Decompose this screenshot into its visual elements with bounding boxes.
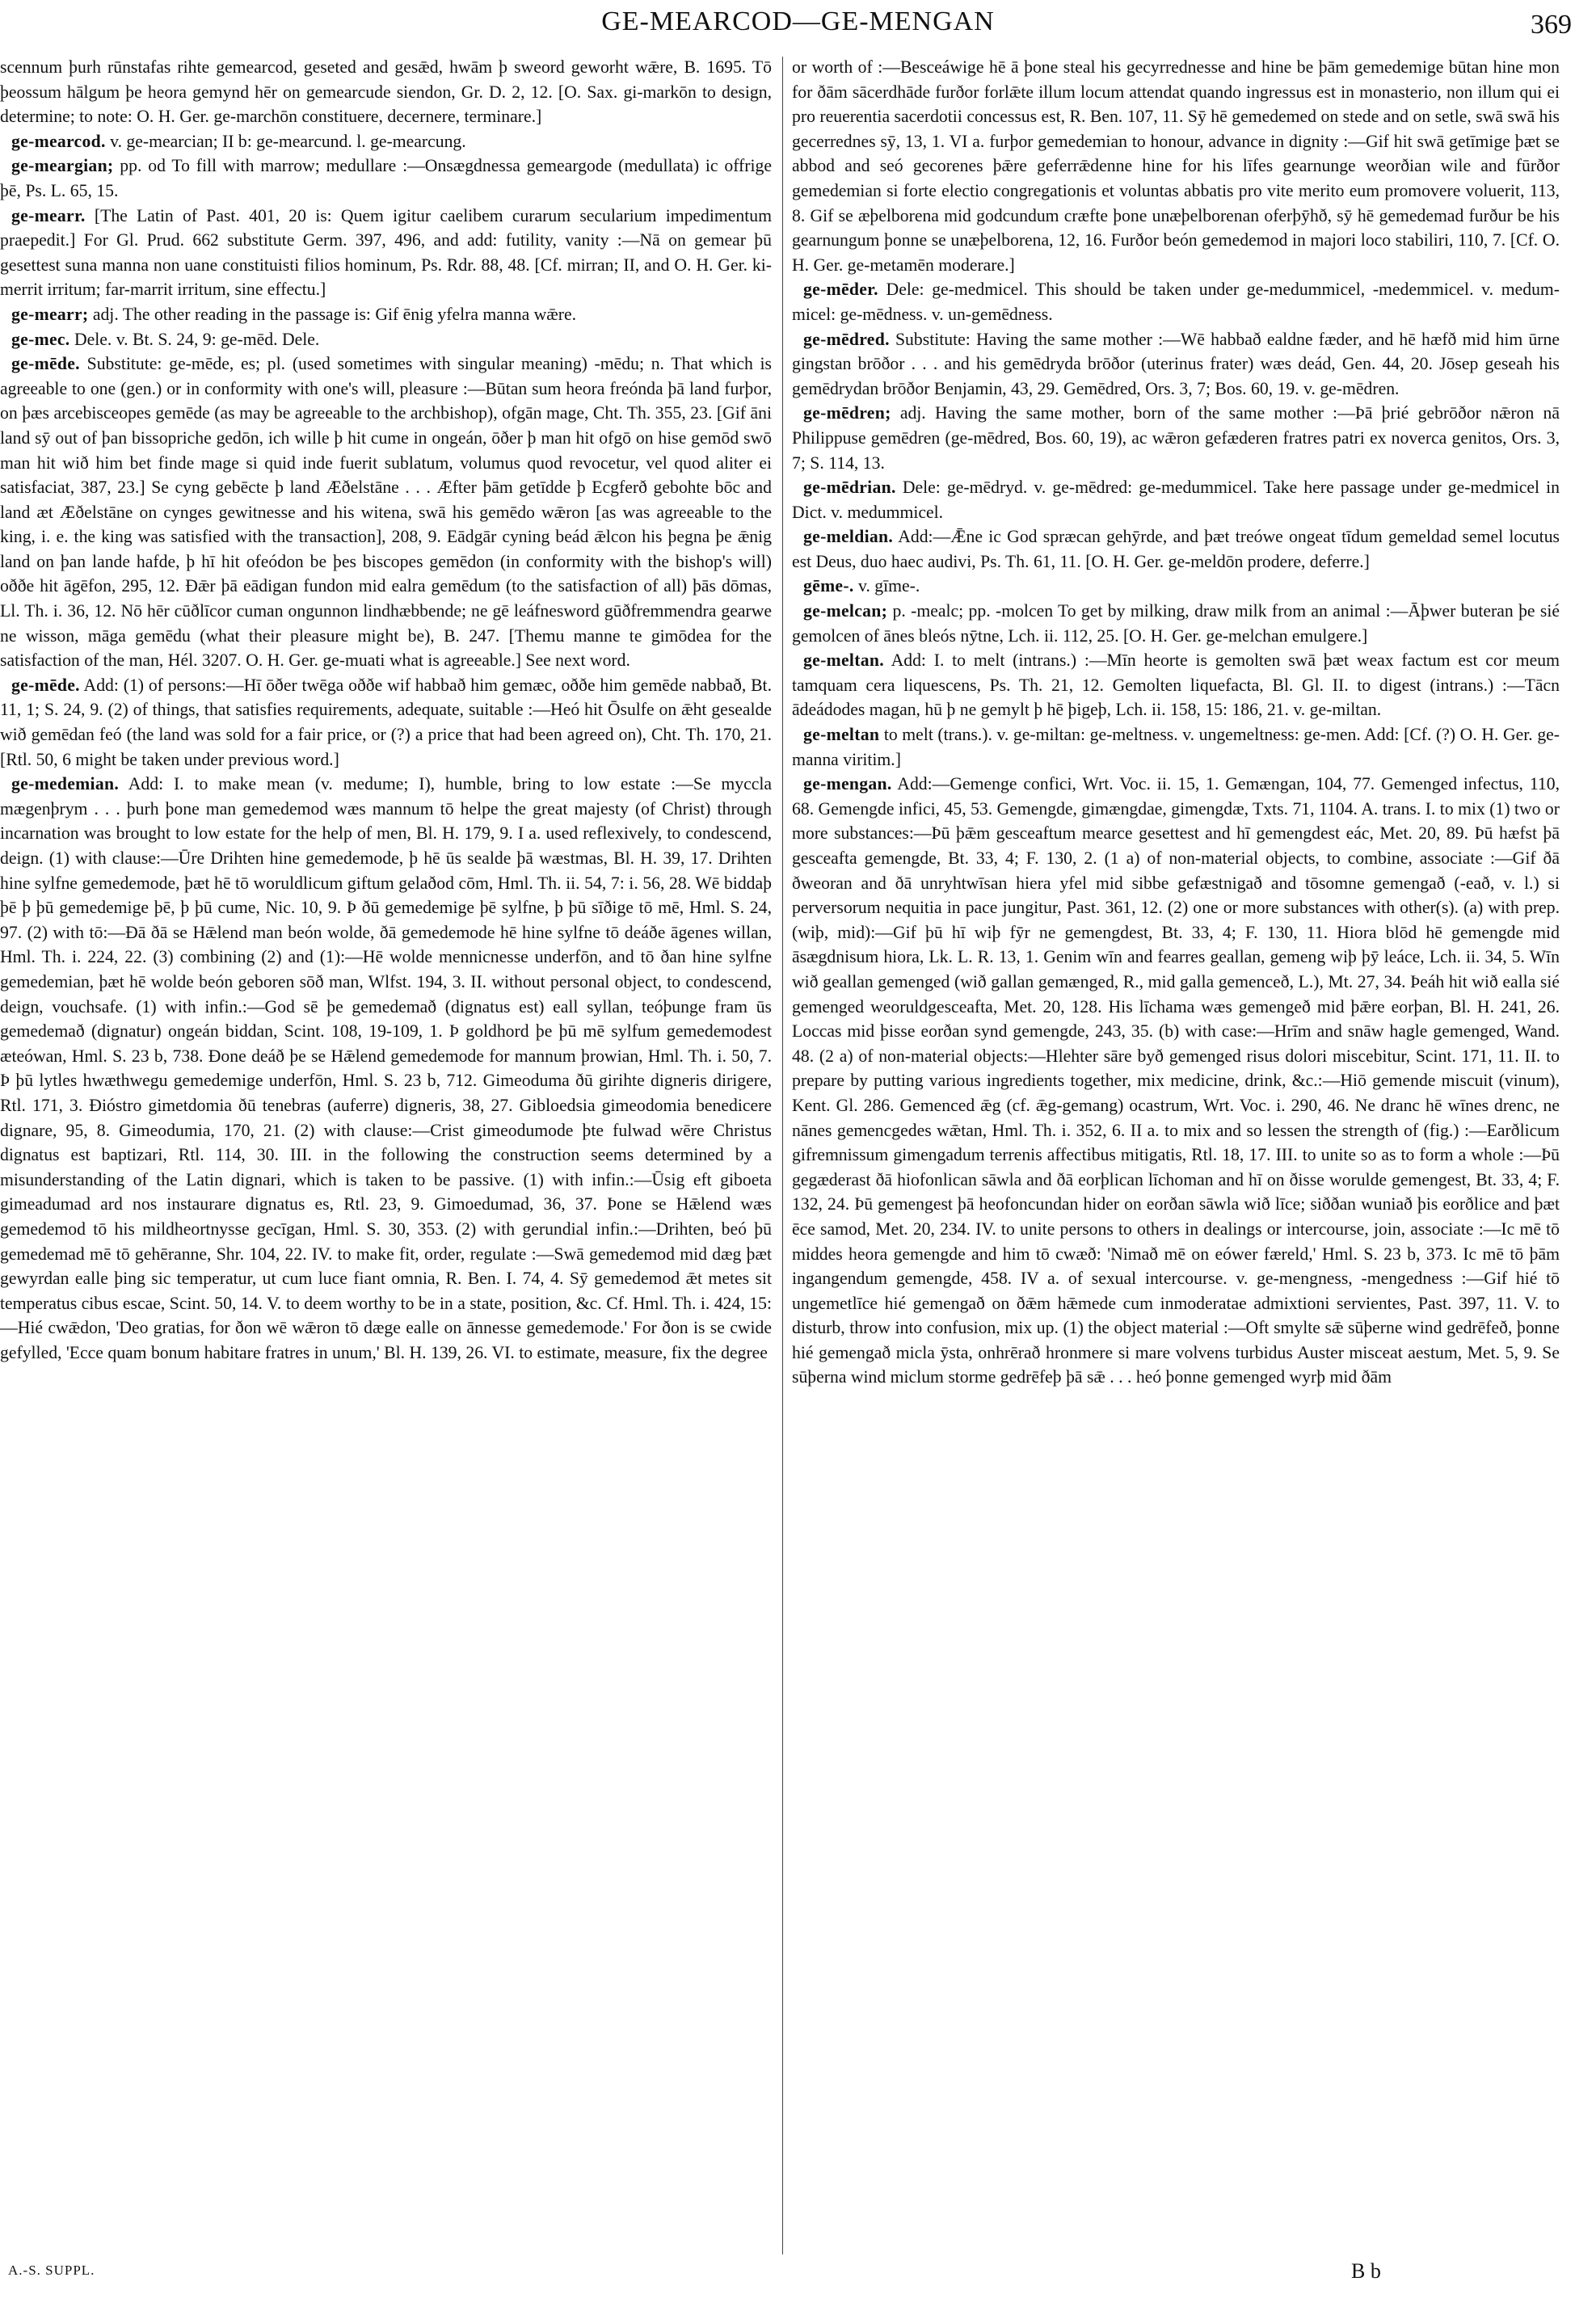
entry-text: scennum þurh rūnstafas rihte gemearcod, geseted and gesǣd, hwām þ sweord geworht wǣre, B. 1695. Tō þeossum hālgum þe heora gemynd hēr on gemearcude siendon, Gr. D. 2, 12. [O. Sax. gi-markōn to design, determine; to note: O. H. Ger. ge-marchōn constituere, decernere, terminare.] — [0, 57, 772, 127]
entry-headword: ge-melcan; — [803, 601, 888, 621]
dictionary-entry — [0, 327, 772, 352]
entry-headword: ge-mearr. — [11, 205, 86, 225]
dictionary-entry — [792, 722, 1560, 772]
entry-text: Add: I. to melt (intrans.) :—Mīn heorte is gemolten swā þæt weax factum est cor meum tamquam cera liquescens, Ps. Th. 21, 12. Gemolten liquefacta, Bl. Gl. II. to digest (intrans.) :—Tācn ādeádodes magan, hū þ ne gemylt þ hē þigeþ, Lch. ii. 158, 15: 186, 21. v. ge-miltan. — [792, 650, 1560, 720]
entry-headword: ge-mēde. — [11, 675, 80, 695]
running-header — [0, 6, 1596, 47]
entry-text: or worth of :—Besceáwige hē ā þone steal his gecyrrednesse and hine be þām gemedemige būtan hine mon for ðām sācerdhāde furðor forlǣte illum locum attendat quando ingressus est in monasterio, non illum qui ei pro reuerentia sacerdotii concessus est, R. Ben. 107, 11. Sȳ hē gemedemed on stede and on setle, swā swā his gecerrednes sȳ, 13, 1. VI a. furþor gemedemian to honour, advance in dignity :—Gif hit swā getīmige þæt se abbod and seó gecorenes þǣre geferrǣdenne hine for his līfes gearnunge weorðian wile and fūrðor gemedemian si forte electio congregationis et voluntas abbatis pro vite merito eum promovere voluerit, 113, 8. Gif se æþelborena mid godcundum cræfte þone unæþelborenan oferþȳhð, sȳ hē gemedemad furður be his gearnungum þonne se unæþelborena, 12, 16. Furðor beón gemedemod in majori loco stabiliri, 110, 7. [Cf. O. H. Ger. ge-metamēn moderare.] — [792, 57, 1560, 275]
entry-headword: ge-meldian. — [803, 527, 894, 547]
dictionary-entry — [792, 401, 1560, 475]
page-title: GE-MEARCOD—GE-MENGAN — [601, 6, 995, 36]
entry-text: Add: I. to make mean (v. medume; I), humble, bring to low estate :—Se myccla mægenþrym . . . þurh þone man gemedemod wæs mannum tō helpe the great majesty (of Christ) through incarnation was brought to low estate for the help of men, Bl. H. 179, 9. I a. used reflexively, to condescend, deign. (1) with clause:—Ūre Drihten hine gemedemode, þ hē ūs sealde þā wæstmas, Bl. H. 39, 17. Drihten hine sylfne gemedemode, þæt hē tō woruldlicum giftum gelaðod cōm, Hml. Th. ii. 54, 7: i. 56, 28. Wē biddaþ þē þ þū gemedemige þē, þ þū cume, Nic. 10, 9. Þ ðū gemedemige þē sylfne, þ þū sīðige tō mē, Hml. S. 24, 97. (2) with tō:—Ðā ðā se Hǣlend man beón wolde, ðā gemedemode hē hine sylfne tō deáðe āgenes willan, Hml. Th. i. 224, 22. (3) combining (2) and (1):—Hē wolde mennicnesse underfōn, and tō ðan hine sylfne gemedemian, þæt hē wolde beón geboren sōð man, Wlfst. 194, 3. II. without personal object, to condescend, deign, vouchsafe. (1) with infin.:—God sē þe gemedemað (dignatus est) eall syllan, teóþunge fram ūs gemedemað (dignatur) ongeán biddan, Scint. 108, 19-109, 1. Þ goldhord þe þū mē sylfum gemedemodest æteówan, Hml. S. 23 b, 738. Ðone deáð þe se Hǣlend gemedemode for mannum þrowian, Hml. Th. i. 50, 7. Þ þū lytles hwæthwegu gemedemige underfōn, Hml. S. 23 b, 712. Gimeoduma ðū girihte digneris dirigere, Rtl. 171, 3. Ðióstro gimetdomia ðū tenebras (auferre) digneris, 38, 27. Gibloedsia gimeodomia benedicere dignare, 95, 8. Gimeodumia, 170, 21. (2) with clause:—Crist gimeodumode þte fulwad wēre Christus dignatus est baptizari, Rtl. 114, 30. III. in the following the construction seems determined by a misunderstanding of the Latin dignari, which is taken to be passive. (1) with infin.:—Ūsig eft giboeta gimeadumad ard nos instaurare dignatus es, Rtl. 23, 9. Gimoedumad, 36, 37. Þone se Hǣlend wæs gemedemod tō his mildheortnysse gecīgan, Hml. S. 30, 353. (2) with gerundial infin.:—Drihten, beó þū gemedemad mē tō gehēranne, Shr. 104, 22. IV. to make fit, order, regulate :—Swā gemedemod mid dæg þæt gewyrdan ealle þing sic temperatur, ut cum luce fiant omnia, R. Ben. I. 74, 4. Sȳ gemedemod ǣt metes sit temperatus cibus escae, Scint. 50, 14. V. to deem worthy to be in a state, position, &c. Cf. Hml. Th. i. 424, 15:—Hié cwǣdon, 'Deo gratias, for ðon wē wǣron tō dæge ealle on ānnesse gemedemode.' For ðon is se cwide gefylled, 'Ecce quam bonum habitare fratres in unum,' Bl. H. 139, 26. VI. to estimate, measure, fix the degree — [0, 774, 772, 1362]
column-divider — [782, 57, 783, 2254]
dictionary-entry — [792, 55, 1560, 277]
entry-text: adj. Having the same mother, born of the same mother :—Þā þrié gebrōðor nǣron nā Philippuse gemēdren (ge-mēdred, Bos. 60, 19), ac wǣron gefæderen fratres patri ex noverca genitos, Ors. 3, 7; S. 114, 13. — [792, 403, 1560, 473]
entry-text: Dele. v. Bt. S. 24, 9: ge-mēd. Dele. — [74, 329, 320, 349]
dictionary-entry — [792, 648, 1560, 722]
right-column — [792, 55, 1560, 2254]
dictionary-entry — [792, 772, 1560, 1390]
entry-text: adj. The other reading in the passage is: Gif ēnig yfelra manna wǣre. — [92, 304, 577, 324]
entry-text: Add:—Ǣne ic God spræcan gehȳrde, and þæt treówe ongeat tīdum gemeldad semel locutus est Deus, duo haec audivi, Ps. Th. 61, 11. [O. H. Ger. ge-meldōn prodere, deferre.] — [792, 527, 1560, 571]
entry-text: pp. od To fill with marrow; medullare :—Onsægdnessa gemeargode (medullata) ic offrige þē, Ps. L. 65, 15. — [0, 156, 772, 200]
entry-text: Dele: ge-medmicel. This should be taken under ge-medummicel, -medemmicel. v. medum-micel: ge-mēdness. v. un-gemēdness. — [792, 280, 1560, 324]
entry-text: Add:—Gemenge confici, Wrt. Voc. ii. 15, 1. Gemængan, 104, 77. Gemenged infectus, 110, 68. Gemengde infici, 45, 53. Gemengde, gimængdae, gimengdæ, Txts. 71, 1104. A. trans. I. to mix (1) two or more substances:—Þū þǣm gesceaftum mearce gesettest and hī gemengdest eác, Met. 20, 89. Þū hæfst þā gesceafta gemengde, Bt. 33, 4; F. 130, 2. (1 a) of non-material objects, to combine, associate :—Gif ðā ðweoran and ðā unryhtwīsan hiera yfel mid sibbe gefæstnigað and tōsomne gemengað (-eað, v. l.) si perversorum nequitia in pace jungitur, Past. 361, 12. (2) one or more substances with other(s). (a) with prep. (wiþ, mid):—Gif þū hī wiþ fȳr ne gemengdest, Bt. 33, 4; F. 130, 11. Hiora blōd hē gemengde mid āsægdnisum hiora, Lk. L. R. 13, 1. Genim wīn and fearres geallan, gemeng wiþ þȳ leáce, Lch. ii. 34, 5. Wīn wið geallan gemenged (wið gallan gemænged, R., mid galla gemenceð, L.), Mt. 27, 34. Þeáh hit wið ealla sié gemenged weoruldgesceafta, Met. 20, 128. His līchama wæs gemengeð mid þǣre eorþan, Bl. H. 241, 26. Loccas mid þisse eorðan synd gemengde, 243, 35. (b) with case:—Hrīm and snāw hagle gemenged, Wand. 48. (2 a) of non-material objects:—Hlehter sāre byð gemenged risus dolori miscebitur, Scint. 171, 11. II. to prepare by putting various ingredients together, mix medicine, drink, &c.:—Hiō gemende miscuit (vinum), Kent. Gl. 286. Gemenced ǣg (cf. ǣg-gemang) ocastrum, Wrt. Voc. i. 290, 46. Ne dranc hē wīnes drenc, ne nānes gemencgedes wǣtan, Hml. Th. i. 352, 6. II a. to mix and so lessen the strength of (fig.) :—Earðlicum gifremnissum gimengadum terrenis affectibus mitigatis, Rtl. 18, 17. III. to unite so as to form a whole :—Þū gegæderast ðā hiofonlican sāwla and ðā eorþlican līchoman and hī on ðisse worulde gemengest, Bt. 33, 4; F. 132, 24. Þū gemengest þā heofoncundan hider on eorðan sāwla wið līce; siððan wuniað þis eorðlice and þæt ēce samod, Met. 20, 234. IV. to unite persons to others in dealings or intercourse, join, associate :—Ic mē tō middes heora gemengde and him tō cwæð: 'Nimað mē on eówer færeld,' Hml. S. 23 b, 373. Ic mē tō þām ingangendum gemengde, 458. IV a. of sexual intercourse. v. ge-mengness, -mengedness :—Gif hié tō ungemetlīce hié gemengað on ðǣm hǣmede cum inmoderatae admixtioni servientes, Past. 397, 11. V. to disturb, throw into confusion, mix up. (1) the object material :—Oft smylte sǣ sūþerne wind gedrēfeð, þonne hié gemengað micla ȳsta, onhrērað hronmere si mare volvens turbidus Auster misceat aestum, Met. 5, 9. Se sūþerna wind miclum storme gedrēfeþ þā sǣ . . . heó þonne gemenged wyrþ mid ðām — [792, 774, 1560, 1387]
entry-headword: ge-mēdrian. — [803, 478, 896, 498]
entry-headword: ge-mēdred. — [803, 329, 890, 349]
dictionary-entry — [792, 599, 1560, 648]
dictionary-entry — [0, 154, 772, 203]
dictionary-entry — [0, 302, 772, 327]
footer-signature: A.-S. SUPPL. — [8, 2263, 95, 2278]
entry-headword: ge-mec. — [11, 329, 70, 349]
dictionary-entry — [0, 55, 772, 129]
dictionary-entry — [0, 351, 772, 673]
entry-text: to melt (trans.). v. ge-miltan: ge-meltness. v. ungemeltness: ge-men. Add: [Cf. (?) O. H. Ger. ge-manna viritim.] — [792, 725, 1560, 769]
dictionary-entry — [0, 772, 772, 1365]
dictionary-entry — [792, 574, 1560, 599]
entry-text: [The Latin of Past. 401, 20 is: Quem igitur caelibem curarum secularium impedimentum praepedit.] For Gl. Prud. 662 substitute Germ. 397, 496, and add: futility, vanity :—Nā on gemear þū gesettest suna manna non uane constituisti filios hominum, Ps. Rdr. 88, 48. [Cf. mirran; II, and O. H. Ger. ki-merrit irritum; far-marrit irritum, sine effectu.] — [0, 205, 772, 300]
dictionary-entry — [792, 524, 1560, 574]
dictionary-entry — [792, 327, 1560, 402]
signature-mark: B b — [1351, 2259, 1381, 2283]
dictionary-entry — [792, 277, 1560, 326]
entry-headword: ge-meltan — [803, 725, 880, 745]
entry-headword: ge-meargian; — [11, 156, 114, 176]
dictionary-entry — [0, 673, 772, 772]
entry-headword: ge-mēde. — [11, 354, 80, 374]
page-footer — [0, 2259, 1596, 2295]
entry-headword: ge-mearcod. — [11, 131, 106, 151]
dictionary-entry — [792, 475, 1560, 524]
entry-headword: ge-mēder. — [803, 280, 878, 300]
entry-text: Dele: ge-mēdryd. v. ge-mēdred: ge-medummicel. Take here passage under ge-medmicel in Dict. v. medummicel. — [792, 478, 1560, 522]
entry-text: v. gīme-. — [858, 576, 920, 596]
entry-headword: ge-mēdren; — [803, 403, 891, 423]
entry-headword: ge-mearr; — [11, 304, 89, 324]
entry-headword: gēme-. — [803, 576, 854, 596]
entry-text: v. ge-mearcian; II b: ge-mearcund. l. ge-mearcung. — [110, 131, 466, 151]
page-number: 369 — [1531, 10, 1572, 40]
entry-headword: ge-mengan. — [803, 774, 892, 794]
entry-text: Substitute: Having the same mother :—Wē habbað ealdne fæder, and hē hæfð mid him ūrne gingstan brōðor . . . and his gemēdryda brōðor (uterinus frater) wæs deád, Gen. 44, 20. Jōsep geseah his gemēdrydan brōðor Benjamin, 43, 29. Gemēdred, Ors. 3, 7; Bos. 60, 19. v. ge-mēdren. — [792, 329, 1560, 398]
entry-text: p. -mealc; pp. -molcen To get by milking, draw milk from an animal :—Āþwer buteran þe sié gemolcen of ānes bleós nȳtne, Lch. ii. 112, 25. [O. H. Ger. ge-melchan emulgere.] — [792, 601, 1560, 646]
left-column — [0, 55, 772, 2254]
entry-headword: ge-medemian. — [11, 774, 120, 794]
entry-headword: ge-meltan. — [803, 650, 884, 671]
entry-text: Add: (1) of persons:—Hī ōðer twēga oððe wif habbað him gemæc, oððe him gemēde nabbað, Bt. 11, 1; S. 24, 9. (2) of things, that satisfies requirements, adequate, suitable :—Heó hit Ōsulfe on ǣht gesealde wið gemēdan feó (the land was sold for a fair price, or (?) a price that had been agreed on), Cht. Th. 170, 21. [Rtl. 50, 6 might be taken under previous word.] — [0, 675, 772, 769]
entry-text: Substitute: ge-mēde, es; pl. (used sometimes with singular meaning) -mēdu; n. That which is agreeable to one (gen.) or in conformity with one's will, pleasure :—Būtan sum heora freónda þā land furþor, on þæs arcebisceopes gemēde (as may be agreeable to the archbishop), ofgān mage, Cht. Th. 355, 23. [Gif āni land sȳ out of þan bissopriche gedōn, ich wille þ hit cume in ongeán, ōðer þ man hit ofgō on hise gemōd swō man hit wið him bet finde mage si quid inde fuerit sublatum, volumus quod revocetur, vel quod aliter ei satisfaciat, 387, 23.] Se cyng gebēcte þ land Æðelstāne . . . Æfter þām getīdde þ Ecgferð gebohte bōc and land æt Æðelstāne on cynges gewitnesse and his witena, swā his gemēdo wǣron [as was agreeable to the king, i. e. the king was satisfied with the transaction], 208, 9. Eādgār cyning beád ǣlcon his þegna þe ǣnig land on þan lande hafde, þ hī hit ofeódon be þes biscopes gemēdon (in conformity with the bishop's will) oððe hit āgēfon, 295, 12. Ðǣr þā eādigan fundon mid ealra gemēdum (to the satisfaction of all) þās dōmas, Ll. Th. i. 36, 12. Nō hēr cūðlīcor cuman ongunnon lindhæbbende; ne gē leáfnesword gūðfremmendra gearwe ne wisson, māga gemēdu (what their pleasure might be), B. 247. [Themu manne te gimōdea for the satisfaction of the man, Hél. 3207. O. H. Ger. ge-muati what is agreeable.] See next word. — [0, 354, 772, 671]
dictionary-entry — [0, 204, 772, 302]
dictionary-entry — [0, 129, 772, 154]
